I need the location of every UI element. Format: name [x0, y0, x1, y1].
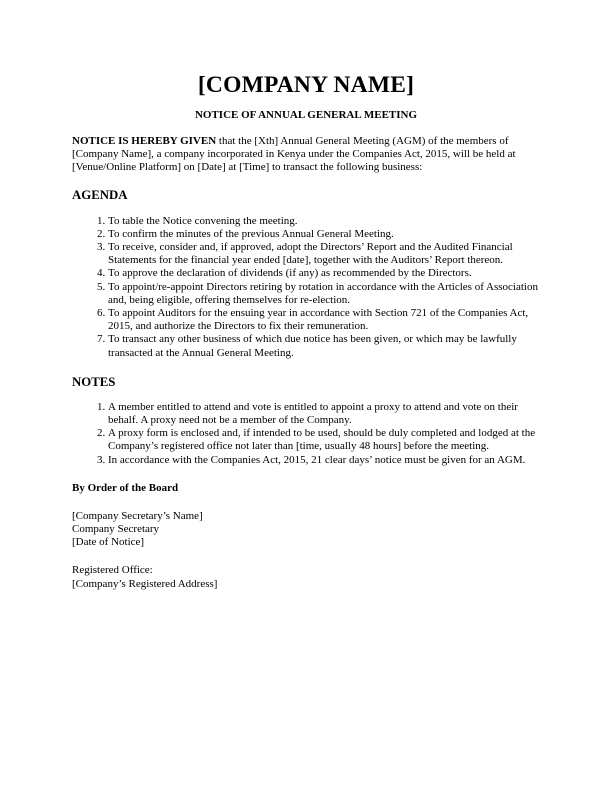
- secretary-title: Company Secretary: [72, 523, 160, 536]
- notes-heading: NOTES: [72, 374, 116, 389]
- registered-office-block: [72, 564, 540, 590]
- note-item: 3. In accordance with the Companies Act, 2015, 21 clear days’ notice must be given for an AGM.: [108, 454, 540, 467]
- office-label: Registered Office:: [72, 564, 153, 577]
- agenda-list: [72, 215, 540, 360]
- notice-subtitle: NOTICE OF ANNUAL GENERAL MEETING: [194, 109, 418, 121]
- signature-block: [72, 510, 540, 550]
- agenda-item: 5. To appoint/re-appoint Directors retiring by rotation in accordance with the Articles of Association and, being eligible, offering themselves for re-election.: [108, 281, 540, 307]
- agenda-item: 4. To approve the declaration of dividends (if any) as recommended by the Directors.: [108, 267, 540, 280]
- notice-date: [Date of Notice]: [72, 536, 145, 549]
- agenda-item: 2. To confirm the minutes of the previous Annual General Meeting.: [108, 228, 540, 241]
- agenda-heading: AGENDA: [72, 187, 128, 202]
- agenda-item: 6. To appoint Auditors for the ensuing year in accordance with Section 721 of the Companies Act, 2015, and authorize the Directors to fix their remuneration.: [108, 307, 540, 333]
- office-address: [Company’s Registered Address]: [72, 577, 218, 590]
- agenda-item: 7. To transact any other business of which due notice has been given, or which may be lawfully transacted at the Annual General Meeting.: [108, 333, 540, 359]
- agenda-item: 1. To table the Notice convening the meeting.: [108, 215, 540, 228]
- by-order-of-board: By Order of the Board: [72, 481, 179, 494]
- intro-lead: NOTICE IS HEREBY GIVEN: [72, 135, 217, 147]
- company-name-title: [COMPANY NAME]: [197, 72, 415, 98]
- note-item: 2. A proxy form is enclosed and, if intended to be used, should be duly completed and lodged at the Company’s registered office not later than [time, usually 48 hours] before the meeting.: [108, 427, 540, 453]
- secretary-name: [Company Secretary’s Name]: [72, 509, 203, 522]
- intro-paragraph: [72, 135, 540, 175]
- agenda-item: 3. To receive, consider and, if approved, adopt the Directors’ Report and the Audited Financial Statements for the financial year ended [date], together with the Auditors’ Report thereon.: [108, 241, 540, 267]
- intro-body: that the [Xth] Annual General Meeting (AGM) of the members of [Company Name], a company incorporated in Kenya under the Companies Act, 2015, will be held at [Venue/Online Platform] on [Date] at [Time] to transact the following business:: [72, 135, 516, 174]
- note-item: 1. A member entitled to attend and vote is entitled to appoint a proxy to attend and vote on their behalf. A proxy need not be a member of the Company.: [108, 401, 540, 427]
- notes-list: [72, 401, 540, 467]
